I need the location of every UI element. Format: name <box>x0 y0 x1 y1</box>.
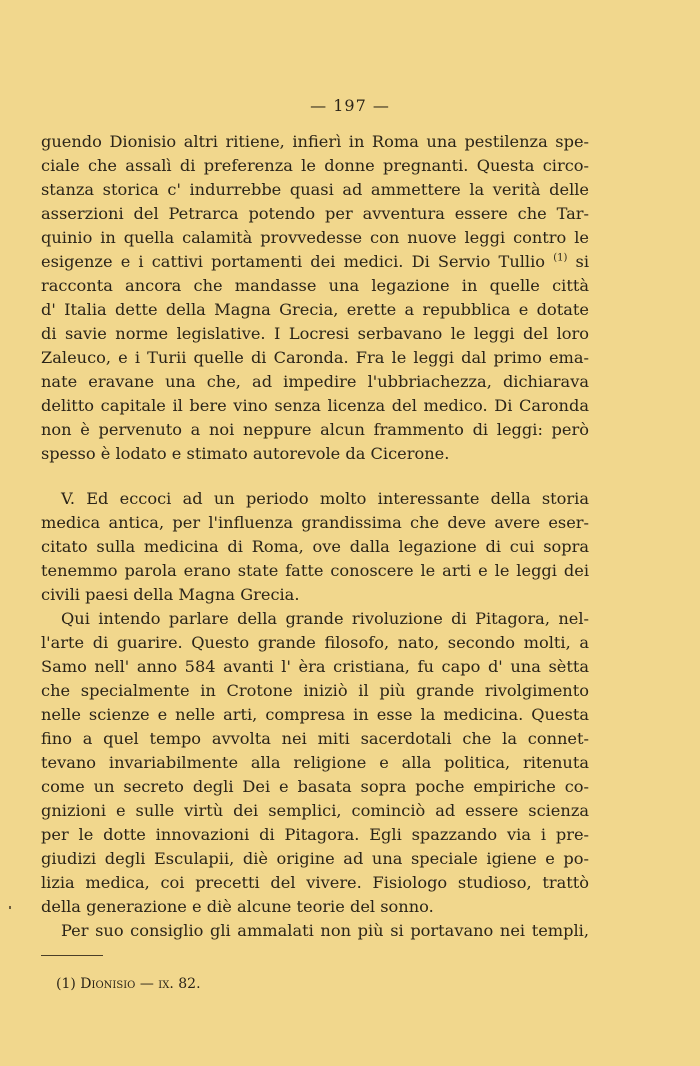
footnote-reference-text: — ix. 82. <box>139 976 201 992</box>
text-line: asserzioni del Petrarca potendo per avventura essere che Tar- <box>41 204 589 223</box>
footnote-reference: (1) <box>553 252 568 264</box>
text-line: nate eravane una che, ad impedire l'ubbriachezza, dichiarava <box>41 372 589 391</box>
text-line: per le dotte innovazioni di Pitagora. Egli spazzando via i pre- <box>41 825 589 844</box>
text-line: ciale che assalì di preferenza le donne pregnanti. Questa circo- <box>41 156 589 175</box>
text-line: giudizi degli Esculapii, diè origine ad una speciale igiene e po- <box>41 849 589 868</box>
text-segment: esigenze e i cattivi portamenti dei medici. Di Servio Tullio <box>41 252 546 271</box>
paragraph-2 <box>41 487 589 607</box>
text-line: che specialmente in Crotone iniziò il più grande rivolgimento <box>41 681 589 700</box>
text-line: l'arte di guarire. Questo grande filosofo, nato, secondo molti, a <box>41 633 589 652</box>
paragraph-1 <box>41 130 589 466</box>
text-line: Zaleuco, e i Turii quelle di Caronda. Fra le leggi dal primo ema- <box>41 348 589 367</box>
text-line: delitto capitale il bere vino senza licenza del medico. Di Caronda <box>41 396 589 415</box>
text-line: citato sulla medicina di Roma, ove dalla legazione di cui sopra <box>41 537 589 556</box>
margin-mark <box>9 906 11 909</box>
text-line: di savie norme legislative. I Locresi serbavano le leggi del loro <box>41 324 589 343</box>
paragraph-3 <box>41 607 589 919</box>
text-line: fino a quel tempo avvolta nei miti sacerdotali che la connet- <box>41 729 589 748</box>
page-number: — 197 — <box>310 96 390 115</box>
text-line: V. Ed eccoci ad un periodo molto interessante della storia <box>61 489 589 508</box>
footnote-author: Dionisio <box>80 976 136 992</box>
paragraph-4 <box>41 919 589 943</box>
text-line: Qui intendo parlare della grande rivoluzione di Pitagora, nel- <box>61 609 589 628</box>
text-line: lizia medica, coi precetti del vivere. Fisiologo studioso, trattò <box>41 873 589 892</box>
text-line: d' Italia dette della Magna Grecia, erette a repubblica e dotate <box>41 300 589 319</box>
text-line: tevano invariabilmente alla religione e alla politica, ritenuta <box>41 753 589 772</box>
text-line: gnizioni e sulle virtù dei semplici, cominciò ad essere scienza <box>41 801 589 820</box>
text-line: Samo nell' anno 584 avanti l' èra cristiana, fu capo d' una sètta <box>41 657 589 676</box>
text-line: racconta ancora che mandasse una legazione in quelle città <box>41 276 589 295</box>
text-line: come un secreto degli Dei e basata sopra poche empiriche co- <box>41 777 589 796</box>
footnote-mark: (1) <box>56 976 76 992</box>
body-text <box>41 130 589 943</box>
text-line: della generazione e diè alcune teorie del sonno. <box>41 897 434 916</box>
text-line: tenemmo parola erano state fatte conoscere le arti e le leggi dei <box>41 561 589 580</box>
footnote <box>56 974 201 994</box>
text-line: nelle scienze e nelle arti, compresa in esse la medicina. Questa <box>41 705 589 724</box>
text-line-with-footnote <box>41 250 589 274</box>
footnote-divider <box>41 955 103 956</box>
text-line: quinio in quella calamità provvedesse con nuove leggi contro le <box>41 228 589 247</box>
text-line: civili paesi della Magna Grecia. <box>41 585 300 604</box>
text-line: medica antica, per l'influenza grandissima che deve avere eser- <box>41 513 589 532</box>
text-line: guendo Dionisio altri ritiene, infierì in Roma una pestilenza spe- <box>41 132 589 151</box>
text-line: non è pervenuto a noi neppure alcun frammento di leggi: però <box>41 420 589 439</box>
text-segment: si <box>575 252 589 271</box>
text-line: spesso è lodato e stimato autorevole da Cicerone. <box>41 444 450 463</box>
text-line: stanza storica c' indurrebbe quasi ad ammettere la verità delle <box>41 180 589 199</box>
text-line: Per suo consiglio gli ammalati non più si portavano nei templi, <box>61 921 589 940</box>
